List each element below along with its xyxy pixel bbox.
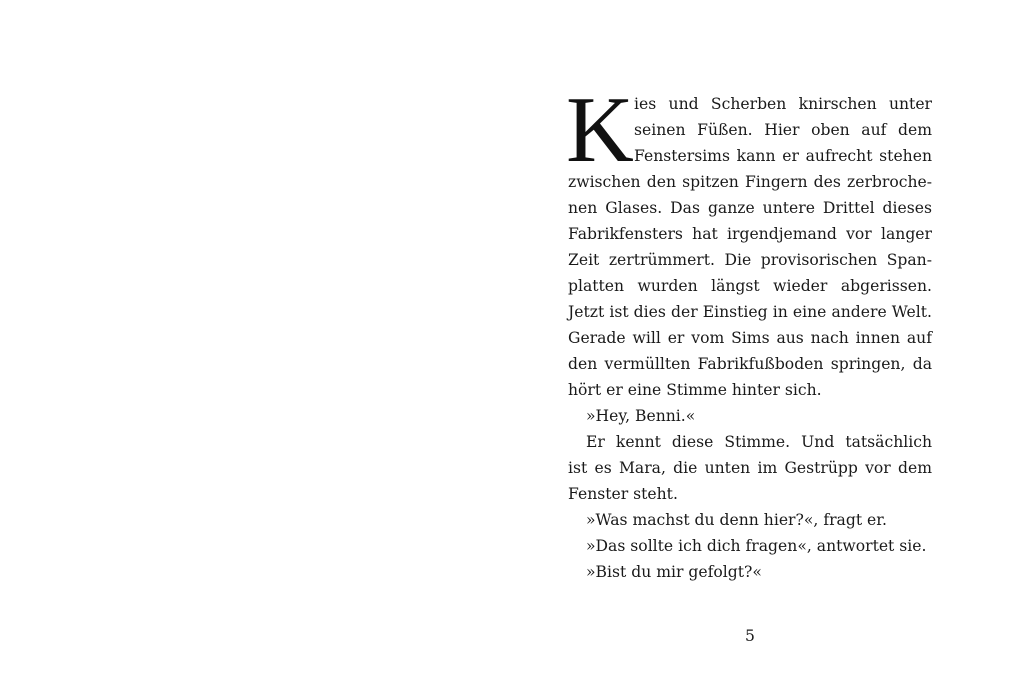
text-line: platten wurden längst wieder abgerissen. — [568, 277, 932, 295]
text-line: Er kennt diese Stimme. Und tatsächlich — [586, 433, 932, 451]
text-line: »Was machst du denn hier?«, fragt er. — [586, 511, 887, 529]
text-line: Fenster steht. — [568, 485, 678, 503]
text-line: Zeit zertrümmert. Die provisorischen Span- — [568, 251, 932, 269]
paragraph-dialogue-hey — [568, 403, 932, 429]
text-line: ies und Scherben knirschen unter — [634, 95, 932, 113]
text-line: Gerade will er vom Sims aus nach innen auf — [568, 329, 932, 347]
drop-cap-letter: K — [566, 78, 634, 182]
paragraph-mara — [568, 429, 932, 507]
text-line: nen Glases. Das ganze untere Drittel dieses — [568, 199, 932, 217]
text-line: seinen Füßen. Hier oben auf dem — [634, 121, 932, 139]
text-line: »Hey, Benni.« — [586, 407, 696, 425]
drop-cap-lines — [634, 91, 932, 169]
text-line: Fabrikfensters hat irgendjemand vor langer — [568, 225, 932, 243]
text-line: hört er eine Stimme hinter sich. — [568, 381, 822, 399]
paragraph-dialogue-question — [568, 507, 932, 533]
body-text — [566, 78, 932, 585]
paragraph-dialogue-answer — [568, 533, 932, 559]
paragraph-opening — [568, 169, 932, 403]
text-line: Fenstersims kann er aufrecht stehen — [634, 147, 932, 165]
page-number: 5 — [745, 627, 755, 645]
paragraph-dialogue-followed — [568, 559, 932, 585]
text-line: »Das sollte ich dich fragen«, antwortet sie. — [586, 537, 927, 555]
text-line: zwischen den spitzen Fingern des zerbroche- — [568, 173, 932, 191]
text-line: den vermüllten Fabrikfußboden springen, da — [568, 355, 932, 373]
text-line: Jetzt ist dies der Einstieg in eine andere Welt. — [568, 303, 932, 321]
text-line: »Bist du mir gefolgt?« — [586, 563, 762, 581]
text-line: ist es Mara, die unten im Gestrüpp vor dem — [568, 459, 932, 477]
